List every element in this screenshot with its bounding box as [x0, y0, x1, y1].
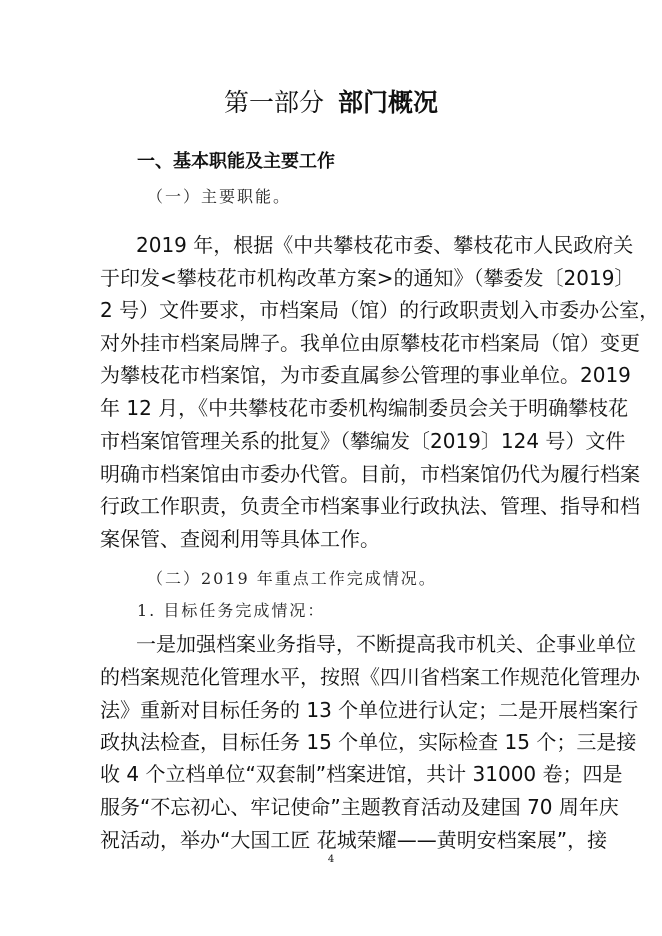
text-line: 的档案规范化管理水平，按照《四川省档案工作规范化管理办	[100, 665, 640, 689]
text-line: 年 12 月，《中共攀枝花市委机构编制委员会关于明确攀枝花	[100, 396, 629, 420]
title-part: 第一部分	[223, 88, 324, 117]
text-line: 2 号）文件要求，市档案局（馆）的行政职责划入市委办公室，	[100, 298, 660, 322]
text-line: 市档案馆管理关系的批复》（攀编发〔2019〕124 号）文件	[100, 429, 626, 453]
title-main: 部门概况	[338, 88, 439, 117]
text-line: 为攀枝花市档案馆，为市委直属参公管理的事业单位。2019	[100, 363, 631, 387]
text-line: 于印发<攀枝花市机构改革方案>的通知》（攀委发〔2019〕	[100, 266, 635, 290]
page-title	[0, 88, 662, 118]
text-line: 明确市档案馆由市委办代管。目前，市档案馆仍代为履行档案	[100, 462, 640, 486]
section-heading: 一、基本职能及主要工作	[137, 151, 335, 172]
text-line: 收 4 个立档单位“双套制”档案进馆，共计 31000 卷；四是	[100, 762, 623, 786]
text-line: 一是加强档案业务指导，不断提高我市机关、企事业单位	[136, 632, 636, 656]
item-heading: 1. 目标任务完成情况：	[137, 601, 326, 620]
text-line: 祝活动，举办“大国工匠 花城荣耀——黄明安档案展”，接	[100, 828, 608, 852]
subsection-heading-1: （一）主要职能。	[147, 187, 292, 206]
text-line: 行政工作职责，负责全市档案事业行政执法、管理、指导和档	[100, 494, 640, 518]
text-line: 法》重新对目标任务的 13 个单位进行认定；二是开展档案行	[100, 698, 639, 722]
text-line: 案保管、查阅利用等具体工作。	[100, 527, 380, 551]
page-number: 4	[327, 854, 335, 865]
text-line: 2019 年，根据《中共攀枝花市委、攀枝花市人民政府关	[136, 233, 634, 257]
text-line: 对外挂市档案局牌子。我单位由原攀枝花市档案局（馆）变更	[100, 331, 640, 355]
subsection-heading-2: （二）2019 年重点工作完成情况。	[147, 569, 437, 588]
text-line: 政执法检查，目标任务 15 个单位，实际检查 15 个；三是接	[100, 730, 637, 754]
text-line: 服务“不忘初心、牢记使命”主题教育活动及建国 70 周年庆	[100, 795, 619, 819]
